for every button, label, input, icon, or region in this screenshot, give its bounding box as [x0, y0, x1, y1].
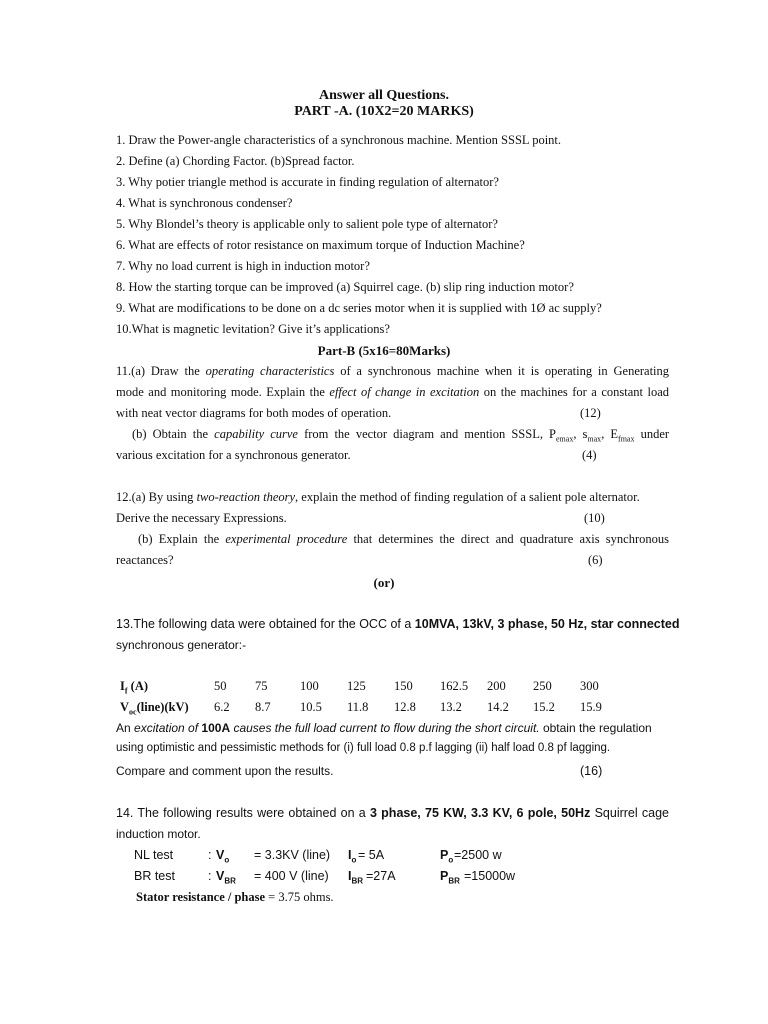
- q13-line-4: using optimistic and pessimistic methods for (i) full load 0.8 p.f lagging (ii) half load 0.8 pf lagging.: [116, 742, 611, 754]
- text: under: [640, 427, 670, 441]
- occ-cell: 50: [214, 679, 227, 693]
- text: , E: [601, 427, 619, 441]
- question-6: 6. What are effects of rotor resistance on maximum torque of Induction Machine?: [116, 238, 525, 252]
- subscript: max: [587, 434, 602, 444]
- part-a-heading: PART -A. (10X2=20 MARKS): [294, 104, 474, 119]
- q13-marks: (16): [580, 764, 603, 778]
- symbol: V: [216, 848, 225, 862]
- question-3: 3. Why potier triangle method is accurate in finding regulation of alternator?: [116, 175, 499, 189]
- occ-cell: 125: [347, 679, 366, 693]
- nl-current-symbol: [348, 848, 356, 865]
- q12b-line-1: [138, 532, 669, 547]
- nl-test-label: NL test: [134, 848, 174, 862]
- italic-text: experimental procedure: [225, 532, 348, 546]
- subscript: fmax: [618, 434, 635, 444]
- text: Squirrel cage: [594, 806, 669, 820]
- text: , s: [573, 427, 588, 441]
- q11b-line-2: various excitation for a synchronous generator.: [116, 448, 351, 462]
- bold-text: 10MVA, 13kV, 3 phase, 50 Hz, star connected: [414, 617, 680, 631]
- question-9: 9. What are modifications to be done on a dc series motor when it is supplied with 1Ø ac supply?: [116, 301, 602, 315]
- text: 11.(a) Draw the: [116, 364, 200, 378]
- text: , explain the method of finding regulation of a salient pole alternator.: [295, 490, 640, 504]
- occ-cell: 300: [580, 679, 599, 693]
- occ-cell: 250: [533, 679, 552, 693]
- occ-cell: 75: [255, 679, 268, 693]
- question-5: 5. Why Blondel’s theory is applicable only to salient pole type of alternator?: [116, 217, 498, 231]
- br-current-value: =27A: [366, 869, 396, 883]
- text: from the vector diagram and mention SSSL, P: [304, 427, 556, 441]
- occ-cell: 150: [394, 679, 413, 693]
- bold-text: 3 phase, 75 KW, 3.3 KV, 6 pole, 50Hz: [369, 806, 591, 820]
- br-current-symbol: [348, 869, 363, 886]
- text: An: [116, 721, 131, 735]
- symbol: P: [440, 848, 449, 862]
- unit: (A): [127, 679, 149, 693]
- q12b-marks: (6): [588, 553, 603, 567]
- subscript: BR: [448, 876, 460, 886]
- q11a-line-3: with neat vector diagrams for both modes of operation.: [116, 406, 392, 420]
- occ-cell: 11.8: [347, 700, 369, 714]
- italic-text: operating characteristics: [205, 364, 335, 378]
- text: mode and monitoring mode. Explain the: [116, 385, 325, 399]
- text: 14. The following results were obtained on a: [116, 806, 366, 820]
- symbol: P: [440, 869, 449, 883]
- occ-row-label: [120, 700, 189, 717]
- q13-line-5: Compare and comment upon the results.: [116, 764, 334, 778]
- occ-cell: 200: [487, 679, 506, 693]
- q14-line-1: [116, 806, 669, 820]
- occ-cell: 13.2: [440, 700, 462, 714]
- br-power-value: =15000w: [464, 869, 516, 883]
- q11a-line-1: [116, 364, 669, 379]
- subscript: o: [351, 855, 357, 865]
- symbol: I: [348, 848, 352, 862]
- q13-line-2: synchronous generator:-: [116, 638, 247, 652]
- colon: :: [208, 848, 212, 862]
- occ-cell: 15.9: [580, 700, 602, 714]
- italic-text: capability curve: [214, 427, 298, 441]
- text: 12.(a) By using: [116, 490, 194, 504]
- occ-cell: 100: [300, 679, 319, 693]
- symbol: V: [216, 869, 225, 883]
- subscript: BR: [351, 876, 364, 886]
- q11b-marks: (4): [582, 448, 597, 462]
- nl-voltage-value: = 3.3KV (line): [254, 848, 331, 862]
- q14-line-2: induction motor.: [116, 827, 201, 841]
- text: (b) Obtain the: [132, 427, 209, 441]
- q13-line-1: [116, 617, 680, 631]
- question-4: 4. What is synchronous condenser?: [116, 196, 293, 210]
- italic-text: excitation of: [134, 721, 199, 735]
- symbol: I: [120, 679, 125, 693]
- question-7: 7. Why no load current is high in induction motor?: [116, 259, 370, 273]
- q12a-line-1: [116, 490, 640, 505]
- nl-current-value: = 5A: [358, 848, 385, 862]
- text: (b) Explain the: [138, 532, 220, 546]
- nl-power-symbol: [440, 848, 453, 865]
- br-test-label: BR test: [134, 869, 175, 883]
- subscript: o: [448, 855, 454, 865]
- symbol: I: [348, 869, 352, 883]
- occ-row-label: [120, 679, 148, 696]
- occ-cell: 6.2: [214, 700, 230, 714]
- text: 13.The following data were obtained for the OCC of a: [116, 617, 412, 631]
- question-10: 10.What is magnetic levitation? Give it’s applications?: [116, 322, 390, 336]
- q12a-marks: (10): [584, 511, 605, 525]
- part-b-heading: Part-B (5x16=80Marks): [317, 343, 451, 358]
- text: [304, 427, 635, 444]
- text: on the machines for a constant load: [483, 385, 670, 399]
- q12b-line-2: reactances?: [116, 553, 174, 567]
- question-1: 1. Draw the Power-angle characteristics of a synchronous machine. Mention SSSL point.: [116, 133, 562, 147]
- text: = 3.75 ohms.: [268, 890, 334, 904]
- italic-text: causes the full load current to flow during the short circuit.: [233, 721, 540, 735]
- or-separator: (or): [373, 575, 395, 590]
- subscript: o: [224, 855, 230, 865]
- page-title: Answer all Questions.: [318, 88, 450, 103]
- br-power-symbol: [440, 869, 460, 886]
- italic-text: two-reaction theory: [196, 490, 296, 504]
- nl-power-value: =2500 w: [454, 848, 502, 862]
- br-voltage-symbol: [216, 869, 236, 886]
- unit: (line)(kV): [136, 700, 189, 714]
- bold-text: 100A: [201, 721, 231, 735]
- q13-line-3: [116, 721, 652, 735]
- stator-resistance-line: [136, 890, 334, 905]
- subscript: emax: [556, 434, 574, 444]
- occ-cell: 15.2: [533, 700, 555, 714]
- italic-text: effect of change in excitation: [329, 385, 480, 399]
- bold-text: Stator resistance / phase: [136, 890, 266, 904]
- occ-cell: 12.8: [394, 700, 416, 714]
- subscript: f: [124, 686, 128, 696]
- q12a-line-2: Derive the necessary Expressions.: [116, 511, 287, 525]
- text: that determines the direct and quadrature axis synchronous: [353, 532, 669, 546]
- occ-cell: 10.5: [300, 700, 322, 714]
- occ-cell: 14.2: [487, 700, 509, 714]
- q11a-marks: (12): [580, 406, 601, 420]
- occ-cell: 8.7: [255, 700, 271, 714]
- subscript: oc: [129, 707, 137, 717]
- br-voltage-value: = 400 V (line): [254, 869, 329, 883]
- occ-cell: 162.5: [440, 679, 469, 693]
- q11a-line-2: [116, 385, 669, 400]
- q11b-line-1: [132, 427, 669, 444]
- subscript: BR: [224, 876, 236, 886]
- colon: :: [208, 869, 212, 883]
- symbol: V: [120, 700, 130, 714]
- question-2: 2. Define (a) Chording Factor. (b)Spread factor.: [116, 154, 355, 168]
- question-8: 8. How the starting torque can be improved (a) Squirrel cage. (b) slip ring induction motor?: [116, 280, 574, 294]
- nl-voltage-symbol: [216, 848, 229, 865]
- text: of a synchronous machine when it is operating in Generating: [340, 364, 670, 378]
- text: obtain the regulation: [542, 721, 652, 735]
